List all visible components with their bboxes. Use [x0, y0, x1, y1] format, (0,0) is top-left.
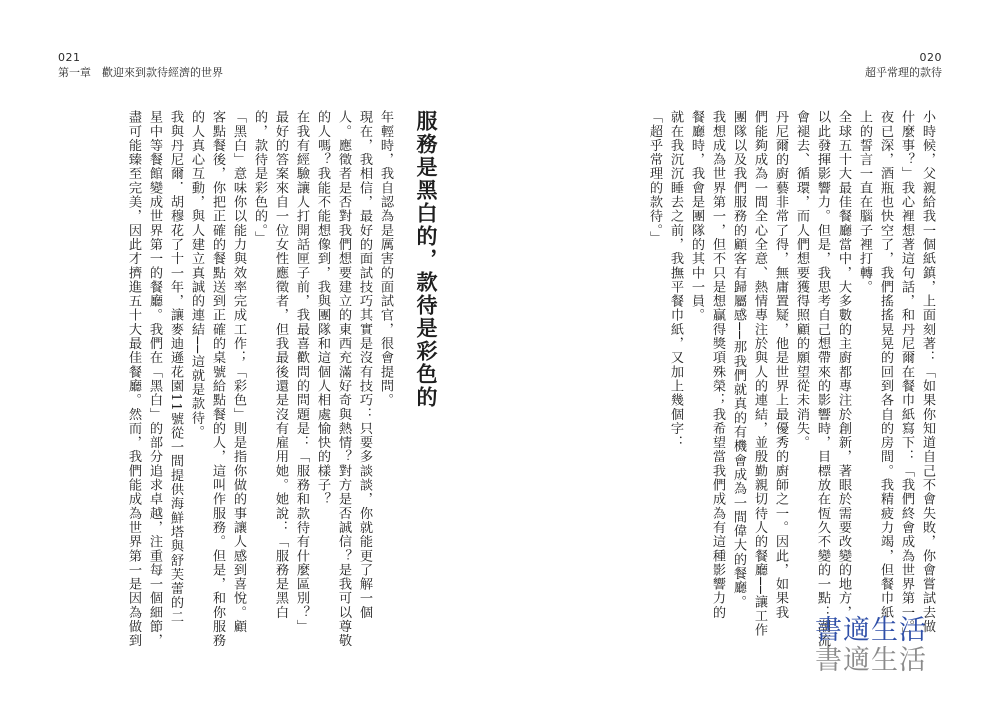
body-line: 我想成為世界第一，但不只是想贏得獎項殊榮；我希望當我們成為有這種影響力的: [710, 110, 725, 620]
body-line: 餐廳時，我會是團隊的其中一員。: [689, 110, 704, 323]
body-line: 全球五十大最佳餐廳當中，大多數的主廚都專注於創新，著眼於需要改變的地方，: [836, 110, 851, 620]
section-heading: 服務是黑白的，款待是彩色的: [414, 110, 438, 409]
body-line: 的，款待是彩色的。」: [252, 110, 267, 245]
right-page-number: 020: [919, 51, 942, 64]
body-line: 團隊以及我們服務的顧客有歸屬感──那我們就真的有機會成為一間偉大的餐廳。: [731, 110, 746, 609]
body-line: 小時候，父親給我一個紙鎮，上面刻著：「如果你知道自己不會失敗，你會嘗試去做: [920, 110, 935, 634]
body-line: 「黑白」意味你以能力與效率完成工作；「彩色」則是指你做的事讓人感到喜悅。顧: [231, 110, 246, 634]
body-line: 以此發揮影響力。但是，我思考自己想帶來的影響時，目標放在恆久不變的一點：潮流: [815, 110, 830, 648]
body-line: 夜已深，酒瓶也快空了，我們搖搖晃晃的回到各自的房間。我精疲力竭，但餐巾紙: [878, 110, 893, 620]
body-line: 會褪去、循環，而人們想要獲得照顧的願望從未消失。: [794, 110, 809, 450]
body-line: 丹尼爾的廚藝非常了得，無庸置疑，他是世界上最優秀的廚師之一。因此，如果我: [773, 110, 788, 620]
publisher-watermark-shadow: 書適生活: [815, 645, 927, 676]
body-line: 我與丹尼爾．胡穆花了十一年，讓麥迪遜花園11號從一間提供海鮮塔與舒芙蕾的二: [168, 110, 183, 624]
body-line: 們能夠成為一間全心全意、熱情專注於與人的連結，並殷勤親切待人的餐廳──讓工作: [752, 110, 767, 638]
body-line: 最好的答案來自一位女性應徵者，但我最後還是沒有雇用她。她說：「服務是黑白: [273, 110, 288, 620]
left-page-header: [58, 50, 223, 80]
body-line: 什麼事？」我心裡想著這句話，和丹尼爾在餐巾紙寫下：「我們終會成為世界第一。」: [899, 110, 914, 642]
right-page-header: [865, 50, 942, 80]
body-line: 的人嗎？我能不能想像到，我與團隊和這個人相處愉快的樣子？: [315, 110, 330, 507]
body-line: 年輕時，我自認為是厲害的面試官，很會提問。: [378, 110, 393, 408]
body-line: 上的誓言一直在腦子裡打轉。: [857, 110, 872, 294]
body-line: 在我有經驗讓人打開話匣子前，我最喜歡問的問題是：「服務和款待有什麼區別？」: [294, 110, 309, 634]
right-running-head: 超乎常理的款待: [865, 66, 942, 79]
publisher-watermark: 書適生活: [815, 615, 927, 646]
left-page-number: 021: [58, 51, 81, 64]
body-line: 星中等餐館變成世界第一的餐廳。我們在「黑白」的部分追求卓越，注重每一個細節，: [147, 110, 162, 648]
left-page-body: [123, 110, 440, 685]
body-line: 的人真心互動，與人建立真誠的連結──這就是款待。: [189, 110, 204, 440]
left-running-head: 第一章 歡迎來到款待經濟的世界: [58, 66, 223, 79]
body-line: 現在，我相信，最好的面試技巧其實是沒有技巧：只要多談談，你就能更了解一個: [357, 110, 372, 620]
right-page-body: [644, 110, 938, 685]
body-line: 人。應徵者是否對我們想要建立的東西充滿好奇與熱情？對方是否誠信？是我可以尊敬: [336, 110, 351, 648]
body-line: 盡可能臻至完美，因此才擠進五十大最佳餐廳。然而，我們能成為世界第一是因為做到: [126, 110, 141, 648]
body-line: 「超乎常理的款待。」: [647, 110, 662, 245]
body-line: 就在我沉沉睡去之前，我撫平餐巾紙，又加上幾個字：: [668, 110, 683, 450]
body-line: 客點餐後，你把正確的餐點送到正確的桌號給點餐的人，這叫作服務。但是，和你服務: [210, 110, 225, 648]
